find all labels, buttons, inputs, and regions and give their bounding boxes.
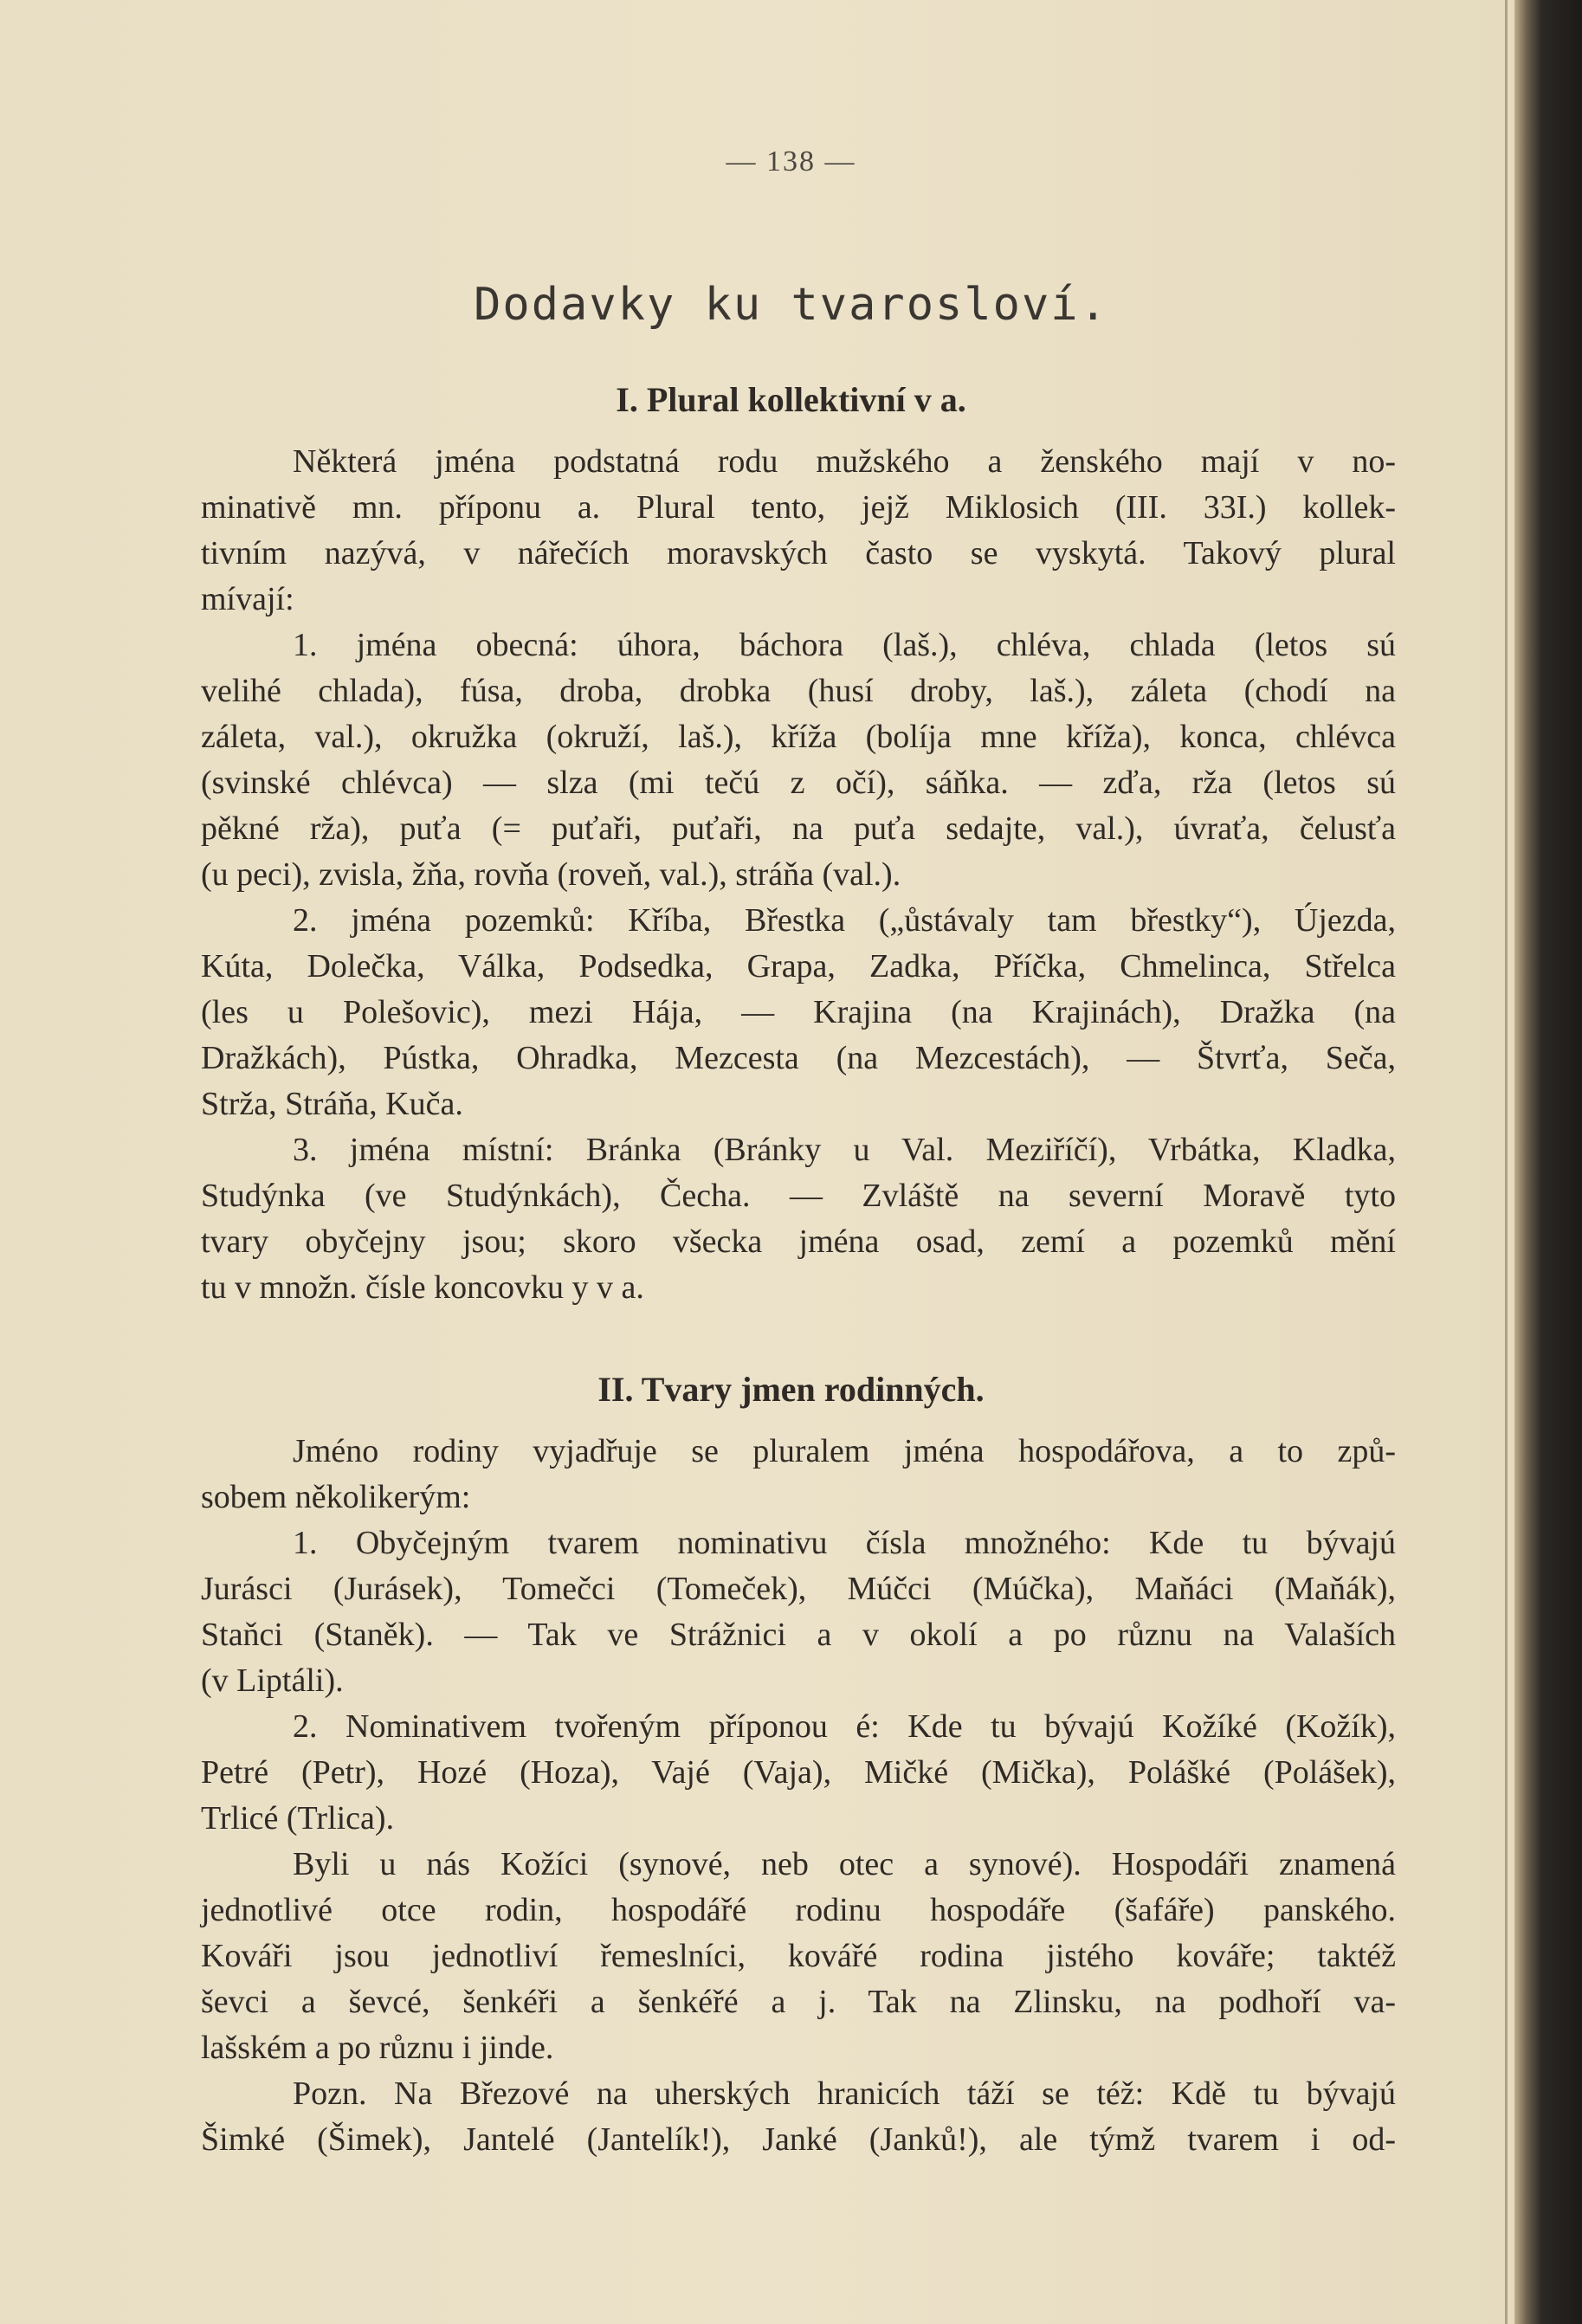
section-1-line: (les u Polešovic), mezi Hája, — Krajina (na Krajinách), Dražka (na [201, 994, 1396, 1030]
section-1-line: mívají: [201, 581, 294, 617]
section-1-line: 2. jména pozemků: Kříba, Břestka („ůstávaly tam břestky“), Újezda, [293, 902, 1396, 939]
section-1-title: I. Plural kollektivní v a. [616, 380, 966, 419]
section-2-line: (v Liptáli). [201, 1662, 344, 1699]
section-1-line: (svinské chlévca) — slza (mi tečú z očí), sáňka. — zďa, rža (letos sú [201, 765, 1396, 801]
section-1-line: 3. jména místní: Bránka (Bránky u Val. Meziříčí), Vrbátka, Kladka, [293, 1132, 1396, 1168]
section-2-line: Petré (Petr), Hozé (Hoza), Vajé (Vaja), Mičké (Mička), Polášké (Polášek), [201, 1754, 1396, 1791]
section-1-line: tivním nazývá, v nářečích moravských často se vyskytá. Takový plural [201, 535, 1396, 571]
section-2-title: II. Tvary jmen rodinných. [597, 1370, 985, 1409]
page-edge-shadow [1514, 0, 1582, 2324]
section-1-line: Strža, Stráňa, Kuča. [201, 1086, 463, 1122]
section-1-line: tu v množn. čísle koncovku y v a. [201, 1269, 644, 1306]
section-2-line: lašském a po různu i jinde. [201, 2030, 554, 2066]
section-2-line: Byli u nás Kožíci (synové, neb otec a synové). Hospodáři znamená [293, 1846, 1396, 1882]
section-1-line: tvary obyčejny jsou; skoro všecka jména osad, zemí a pozemků mění [201, 1223, 1396, 1260]
section-1-line: 1. jména obecná: úhora, báchora (laš.), chléva, chlada (letos sú [293, 627, 1396, 663]
section-1-line: (u peci), zvisla, žňa, rovňa (roveň, val.), stráňa (val.). [201, 856, 901, 893]
section-2-line: 1. Obyčejným tvarem nominativu čísla množného: Kde tu bývajú [293, 1525, 1396, 1561]
page-fold-line [1505, 0, 1508, 2324]
section-2-line: Staňci (Staněk). — Tak ve Strážnici a v okolí a po různu na Valaších [201, 1617, 1396, 1653]
section-1-line: Studýnka (ve Studýnkách), Čecha. — Zvláště na severní Moravě tyto [201, 1178, 1396, 1214]
section-2-line: Jurásci (Jurásek), Tomečci (Tomeček), Múčci (Múčka), Maňáci (Maňák), [201, 1571, 1396, 1607]
section-1-line: Některá jména podstatná rodu mužského a ženského mají v no- [293, 443, 1396, 480]
section-2-line: Pozn. Na Březové na uherských hranicích táží se též: Kdě tu bývajú [293, 2075, 1396, 2112]
section-2-line: jednotlivé otce rodin, hospodářé rodinu hospodáře (šafáře) panského. [201, 1892, 1396, 1928]
page-number: — 138 — [726, 145, 856, 178]
section-2-line: 2. Nominativem tvořeným příponou é: Kde tu bývajú Kožíké (Kožík), [293, 1708, 1396, 1745]
section-1-line: záleta, val.), okružka (okruží, laš.), kříža (bolíja mne kříža), konca, chlévca [201, 719, 1396, 755]
section-2-line: ševci a ševcé, šenkéři a šenkéřé a j. Tak na Zlinsku, na podhoří va- [201, 1984, 1396, 2020]
section-2-line: Trlicé (Trlica). [201, 1800, 395, 1837]
section-2-line: Kováři jsou jednotliví řemeslníci, kovářé rodina jistého kováře; taktéž [201, 1938, 1396, 1974]
section-2-line: Jméno rodiny vyjadřuje se pluralem jména hospodářova, a to způ- [293, 1433, 1396, 1469]
section-1-line: velihé chlada), fúsa, droba, drobka (husí droby, laš.), záleta (chodí na [201, 673, 1396, 709]
section-1-line: minativě mn. příponu a. Plural tento, jejž Miklosich (III. 33I.) kollek- [201, 489, 1396, 526]
section-1-line: Dražkách), Pústka, Ohradka, Mezcesta (na Mezcestách), — Štvrťa, Seča, [201, 1040, 1396, 1076]
section-2-line: Šimké (Šimek), Jantelé (Jantelík!), Janké (Janků!), ale týmž tvarem i od- [201, 2121, 1396, 2158]
section-1-line: Kúta, Dolečka, Válka, Podsedka, Grapa, Zadka, Příčka, Chmelinca, Střelca [201, 948, 1396, 984]
section-2-line: sobem několikerým: [201, 1479, 471, 1515]
section-1-line: pěkné rža), puťa (= puťaři, puťaři, na puťa sedajte, val.), úvraťa, čelusťa [201, 810, 1396, 847]
chapter-heading: Dodavky ku tvarosloví. [474, 279, 1108, 331]
